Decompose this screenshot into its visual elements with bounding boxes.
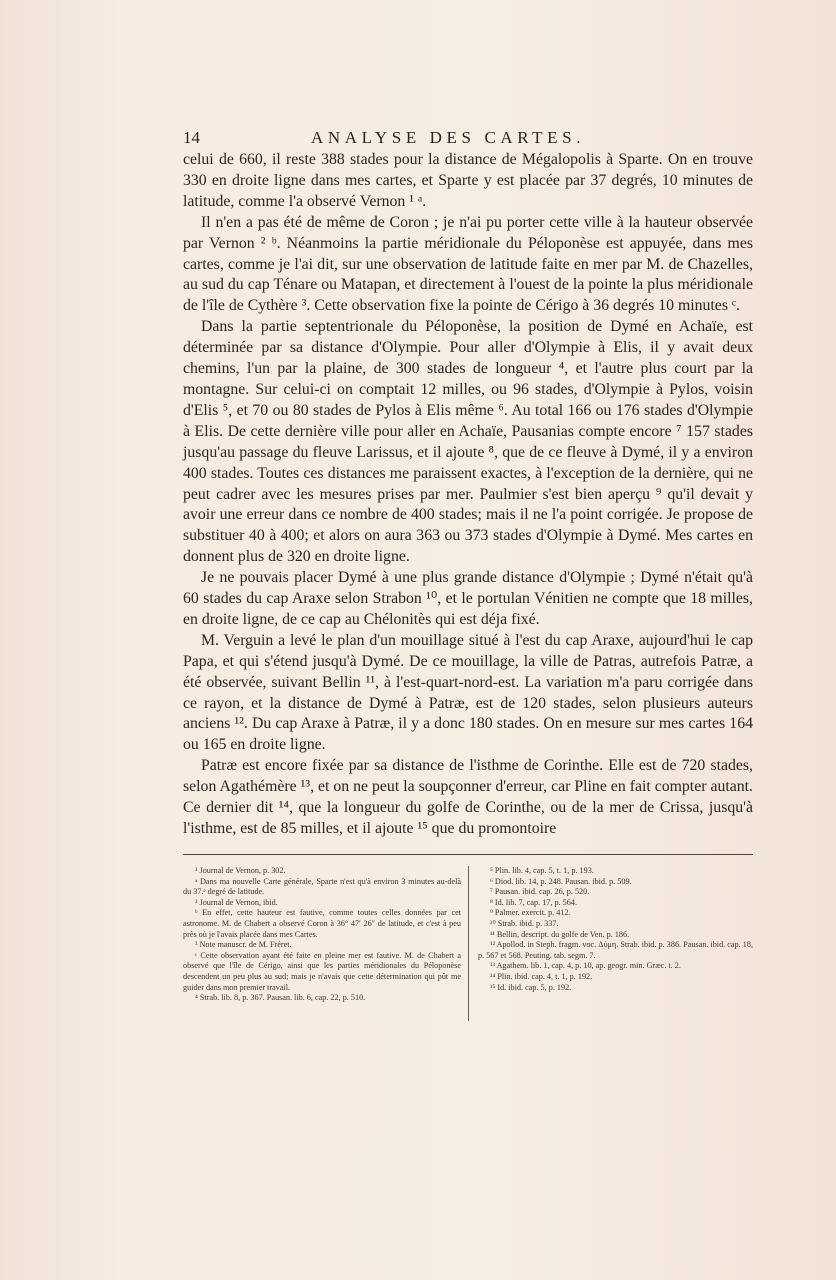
page-header <box>183 128 753 150</box>
footnote: ⁹ Palmer. exercit. p. 412. <box>490 908 571 918</box>
paragraph: Dans la partie septentrionale du Péloponèse, la position de Dymé en Achaïe, est déterminée par sa distance d'Olympie. Pour aller d'Olympie à Elis, il y avait deux chemins, l'un par la plaine, de 300 stades de longueur ⁴, et l'autre plus court par la montagne. Sur celui-ci on comptait 12 milles, ou 96 stades, d'Olympie à Pylos, voisin d'Elis ⁵, et 70 ou 80 stades de Pylos à Elis même ⁶. Au total 166 ou 176 stades d'Olympie à Elis. De cette dernière ville pour aller en Achaïe, Pausanias compte encore ⁷ 157 stades jusqu'au passage du fleuve Larissus, et il ajoute ⁸, que de ce fleuve à Dymé, il y a environ 400 stades. Toutes ces distances me paraissent exactes, à l'exception de la dernière, qui ne peut cadrer avec les mesures prises par mer. Paulmier s'est bien aperçu ⁹ qu'il devait y avoir une erreur dans ce nombre de 400 stades; mais il ne l'a point corrigée. Je propose de substituer 40 à 400; et alors on aura 363 ou 373 stades d'Olympie à Dymé. Mes cartes en donnent plus de 320 en droite ligne. <box>183 318 753 566</box>
footnote: ⁴ Strab. lib. 8, p. 367. Pausan. lib. 6, cap. 22, p. 510. <box>195 993 366 1003</box>
main-text <box>183 150 753 840</box>
footnotes-right-column <box>478 866 753 993</box>
paragraph: Patræ est encore fixée par sa distance de l'isthme de Corinthe. Elle est de 720 stades, selon Agathémère ¹³, et on ne peut la soupçonner d'erreur, car Pline en fait compter autant. Ce dernier dit ¹⁴, que la longueur du golfe de Corinthe, ou de la mer de Crissa, jusqu'à l'isthme, est de 85 milles, et il ajoute ¹⁵ que du promontoire <box>183 757 753 837</box>
footnote: ¹ Journal de Vernon, p. 302. <box>195 866 286 875</box>
paragraph: Il n'en a pas été de même de Coron ; je n'ai pu porter cette ville à la hauteur observée par Vernon ² ᵇ. Néanmoins la partie méridionale du Péloponèse est appuyée, dans mes cartes, comme je l'ai dit, sur une observation de latitude faite en mer par M. de Chazelles, au sud du cap Ténare ou Matapan, et directement à l'ouest de la pointe la plus méridionale de l'île de Cythère ³. Cette observation fixe la pointe de Cérigo à 36 degrés 10 minutes ᶜ. <box>183 213 753 315</box>
paragraph: celui de 660, il reste 388 stades pour la distance de Mégalopolis à Sparte. On en trouve 330 en droite ligne dans mes cartes, et Sparte y est placée par 37 degrés, 10 minutes de latitude, comme l'a observé Vernon ¹ ᵃ. <box>183 151 753 210</box>
paragraph: Je ne pouvais placer Dymé à une plus grande distance d'Olympie ; Dymé n'était qu'à 60 stades du cap Araxe selon Strabon ¹⁰, et le portulan Vénitien ne compte que 18 milles, en droite ligne, de ce cap au Chélonitès qui est déja fixé. <box>183 569 753 628</box>
footnote: ⁸ Id. lib. 7, cap. 17, p. 564. <box>490 897 577 907</box>
footnote: ⁵ Plin. lib. 4, cap. 5, t. 1, p. 193. <box>490 866 594 875</box>
footnote: ¹⁰ Strab. ibid. p. 337. <box>490 918 559 928</box>
footnote: ¹⁴ Plin. ibid. cap. 4, t. 1, p. 192. <box>490 971 593 981</box>
footnotes-left-column <box>183 866 461 1004</box>
footnote: ¹³ Agathem. lib. 1, cap. 4, p. 10, ap. geogr. min. Græc. t. 2. <box>490 961 681 971</box>
page-number: 14 <box>183 128 200 147</box>
footnote: ¹¹ Bellin, descript. du golfe de Ven. p. 186. <box>490 929 630 939</box>
footnote-rule <box>183 854 753 855</box>
footnote: ᵃ Dans ma nouvelle Carte générale, Sparte n'est qu'à environ 3 minutes au-delà du 37.ᵉ degré de latitude. <box>183 876 461 897</box>
footnote: ¹² Apollod. in Steph. fragm. voc. Δύμη. Strab. ibid. p. 386. Pausan. ibid. cap. 18, p. 567 et 568. Peuting. tab. segm. 7. <box>478 940 753 960</box>
footnote: ² Journal de Vernon, ibid. <box>195 897 278 907</box>
running-title: ANALYSE DES CARTES. <box>311 128 586 147</box>
footnote-column-divider <box>468 866 469 1021</box>
footnote: ⁶ Diod. lib. 14, p. 248. Pausan. ibid. p. 509. <box>490 876 632 886</box>
footnote: ³ Note manuscr. de M. Fréret. <box>195 940 292 950</box>
footnote: ᵇ En effet, cette hauteur est fautive, comme toutes celles données par cet astronome. M. de Chabert a observé Coron à 36° 47′ 26″ de latitude, et c'est à peu près où je l'avais placée dans mes Cartes. <box>183 908 461 939</box>
footnote: ᶜ Cette observation ayant été faite en pleine mer est fautive. M. de Chabert a observé que l'île de Cérigo, ainsi que les parties méridionales du Péloponèse descendent un peu plus au sud; mais je n'avais que cette détermination qui pût me guider dans mon premier travail. <box>183 950 461 992</box>
footnote: ¹⁵ Id. ibid. cap. 5, p. 192. <box>490 982 572 992</box>
footnote: ⁷ Pausan. ibid. cap. 26, p. 520. <box>490 887 590 897</box>
paragraph: M. Verguin a levé le plan d'un mouillage situé à l'est du cap Araxe, aujourd'hui le cap Papa, et qui s'étend jusqu'à Dymé. De ce mouillage, la ville de Patras, autrefois Patræ, a été observée, suivant Bellin ¹¹, à l'est-quart-nord-est. La variation m'a paru corrigée dans ce rayon, et la distance de Dymé à Patræ, est de 120 stades, selon plusieurs auteurs anciens ¹². Du cap Araxe à Patræ, il y a donc 180 stades. On en mesure sur mes cartes 164 ou 165 en droite ligne. <box>183 631 753 754</box>
